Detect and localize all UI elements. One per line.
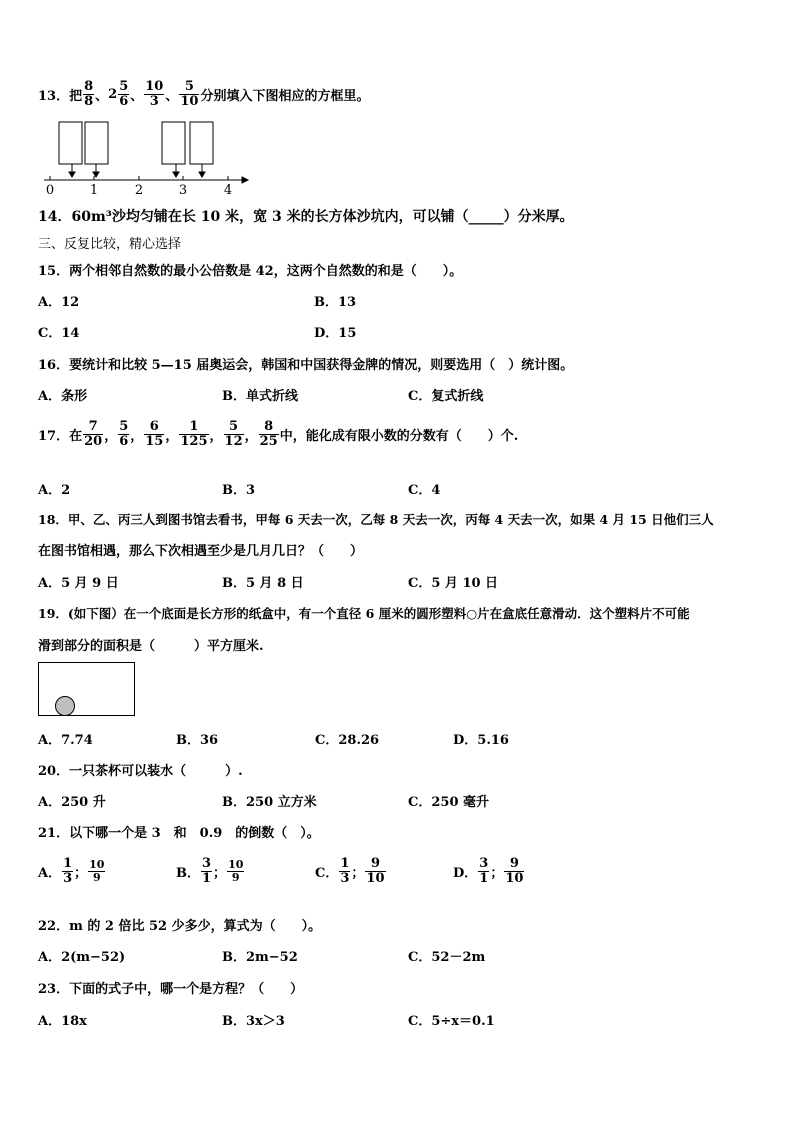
q23-option-b[interactable]: B．3x＞3 xyxy=(222,1014,285,1029)
answer-box-4 xyxy=(190,122,213,164)
q13-frac-1: $\frac{8}{8}$ xyxy=(84,79,94,109)
q21-c-frac-2: $\frac{9}{10}$ xyxy=(366,856,385,886)
q17-frac-1: $\frac{7}{20}$ xyxy=(84,419,103,449)
q21-option-d[interactable]: D． $\frac{3}{1}$ ； $\frac{9}{10}$ xyxy=(453,856,524,886)
q21-b-frac-2: $\frac{10}{9}$ xyxy=(228,858,244,884)
number-line-diagram xyxy=(38,118,258,198)
q17-frac-4: $\frac{1}{125}$ xyxy=(180,419,208,449)
tick-label-4: 4 xyxy=(223,183,233,198)
q21-a-frac-1: $\frac{1}{3}$ xyxy=(63,856,73,886)
q13-frac-2: $\frac{5}{6}$ xyxy=(119,79,129,109)
q18-option-c[interactable]: C．5 月 10 日 xyxy=(408,576,499,591)
q23-option-a[interactable]: A．18x xyxy=(38,1014,87,1029)
q13-frac-3: $\frac{10}{3}$ xyxy=(145,79,164,109)
q19-stem-line1: 19．(如下图）在一个底面是长方形的纸盒中，有一个直径 6 厘米的圆形塑料○片在盒底任意滑动．这个塑料片不可能 xyxy=(38,606,690,621)
q17-option-c[interactable]: C．4 xyxy=(408,483,441,498)
q21-b-frac-1: $\frac{3}{1}$ xyxy=(202,856,212,886)
q19-option-a[interactable]: A．7.74 xyxy=(38,733,93,748)
q21-d-frac-1: $\frac{3}{1}$ xyxy=(479,856,489,886)
tick-label-1: 1 xyxy=(89,183,99,198)
rectangle-box xyxy=(39,663,135,716)
q15-option-c[interactable]: C．14 xyxy=(38,326,80,341)
q22-option-c[interactable]: C．52－2m xyxy=(408,950,486,965)
q17-frac-2: $\frac{5}{6}$ xyxy=(119,419,129,449)
q13-frac-4: $\frac{5}{10}$ xyxy=(180,79,199,109)
q15-option-a[interactable]: A．12 xyxy=(38,295,80,310)
q22-stem: 22．m 的 2 倍比 52 少多少，算式为（ ）。 xyxy=(38,919,322,934)
plastic-disc xyxy=(56,697,75,716)
q20-option-c[interactable]: C．250 毫升 xyxy=(408,795,490,810)
q21-d-frac-2: $\frac{9}{10}$ xyxy=(505,856,524,886)
q14-stem: 14．60m³沙均匀铺在长 10 米，宽 3 米的长方体沙坑内，可以铺（_____）分米厚。 xyxy=(38,209,574,225)
q21-option-b[interactable]: B． $\frac{3}{1}$ ； $\frac{10}{9}$ xyxy=(176,856,244,886)
q21-stem: 21．以下哪一个是 3 和 0.9 的倒数（ ）。 xyxy=(38,826,320,841)
q20-option-a[interactable]: A．250 升 xyxy=(38,795,106,810)
q18-option-b[interactable]: B．5 月 8 日 xyxy=(222,576,304,591)
q21-option-c[interactable]: C． $\frac{1}{3}$ ； $\frac{9}{10}$ xyxy=(315,856,385,886)
answer-box-1 xyxy=(59,122,82,164)
q19-option-d[interactable]: D．5.16 xyxy=(453,733,509,748)
q17-frac-5: $\frac{5}{12}$ xyxy=(224,419,243,449)
tick-label-2: 2 xyxy=(134,183,144,198)
q22-option-a[interactable]: A．2(m−52) xyxy=(38,950,126,965)
q19-option-c[interactable]: C．28.26 xyxy=(315,733,380,748)
q13-whole-2: 2 xyxy=(108,86,118,102)
q17-frac-3: $\frac{6}{15}$ xyxy=(145,419,164,449)
tick-label-0: 0 xyxy=(45,183,55,198)
q17-frac-6: $\frac{8}{25}$ xyxy=(259,419,278,449)
q17-option-a[interactable]: A．2 xyxy=(38,483,71,498)
section-3-heading: 三、反复比较，精心选择 xyxy=(38,237,182,252)
q19-option-b[interactable]: B．36 xyxy=(176,733,219,748)
q22-option-b[interactable]: B．2m−52 xyxy=(222,950,298,965)
q15-option-d[interactable]: D．15 xyxy=(314,326,357,341)
q21-a-frac-2: $\frac{10}{9}$ xyxy=(89,858,105,884)
q16-stem: 16．要统计和比较 5—15 届奥运会，韩国和中国获得金牌的情况，则要选用（ ）统计图。 xyxy=(38,358,574,373)
q21-c-frac-1: $\frac{1}{3}$ xyxy=(340,856,350,886)
q13-suffix: 分别填入下图相应的方框里。 xyxy=(200,88,370,104)
q21-option-a[interactable]: A． $\frac{1}{3}$ ； $\frac{10}{9}$ xyxy=(38,856,105,886)
q23-option-c[interactable]: C．5÷x＝0.1 xyxy=(408,1014,495,1029)
q13-prefix: 13．把 xyxy=(38,88,83,104)
answer-box-2 xyxy=(85,122,108,164)
answer-box-3 xyxy=(162,122,185,164)
box-circle-diagram xyxy=(38,662,138,718)
q18-stem-line2: 在图书馆相遇，那么下次相遇至少是几月几日？（ ） xyxy=(38,544,364,559)
q18-option-a[interactable]: A．5 月 9 日 xyxy=(38,576,119,591)
tick-label-3: 3 xyxy=(178,183,188,198)
q20-option-b[interactable]: B．250 立方米 xyxy=(222,795,317,810)
q13-stem: 13．把 $\frac{8}{8}$ 、 2 $\frac{5}{6}$ 、 $\frac{10}{3}$ 、 $\frac{5}{10}$ 分别填入下图相应的方框里。 xyxy=(38,79,370,109)
q19-stem-line2: 滑到部分的面积是（ ）平方厘米. xyxy=(38,639,264,654)
q17-option-b[interactable]: B．3 xyxy=(222,483,256,498)
q16-option-c[interactable]: C．复式折线 xyxy=(408,389,484,404)
q15-stem: 15．两个相邻自然数的最小公倍数是 42，这两个自然数的和是（ ）。 xyxy=(38,264,463,279)
q16-option-b[interactable]: B．单式折线 xyxy=(222,389,298,404)
q15-option-b[interactable]: B．13 xyxy=(314,295,357,310)
axis-arrow-icon xyxy=(242,177,248,183)
q16-option-a[interactable]: A．条形 xyxy=(38,389,88,404)
q18-stem-line1: 18．甲、乙、丙三人到图书馆去看书，甲每 6 天去一次，乙每 8 天去一次，丙每 4 天去一次，如果 4 月 15 日他们三人 xyxy=(38,512,714,527)
q17-stem: 17．在 $\frac{7}{20}$ ， $\frac{5}{6}$ ， $\frac{6}{15}$ ， $\frac{1}{125}$ ， $\frac{5}{12}$ ， $\frac{8}{25}$ 中，能化成有限小数的分数有（ ）个. xyxy=(38,419,519,449)
q23-stem: 23．下面的式子中，哪一个是方程？（ ） xyxy=(38,982,304,997)
q20-stem: 20．一只茶杯可以装水（ ）. xyxy=(38,764,243,779)
